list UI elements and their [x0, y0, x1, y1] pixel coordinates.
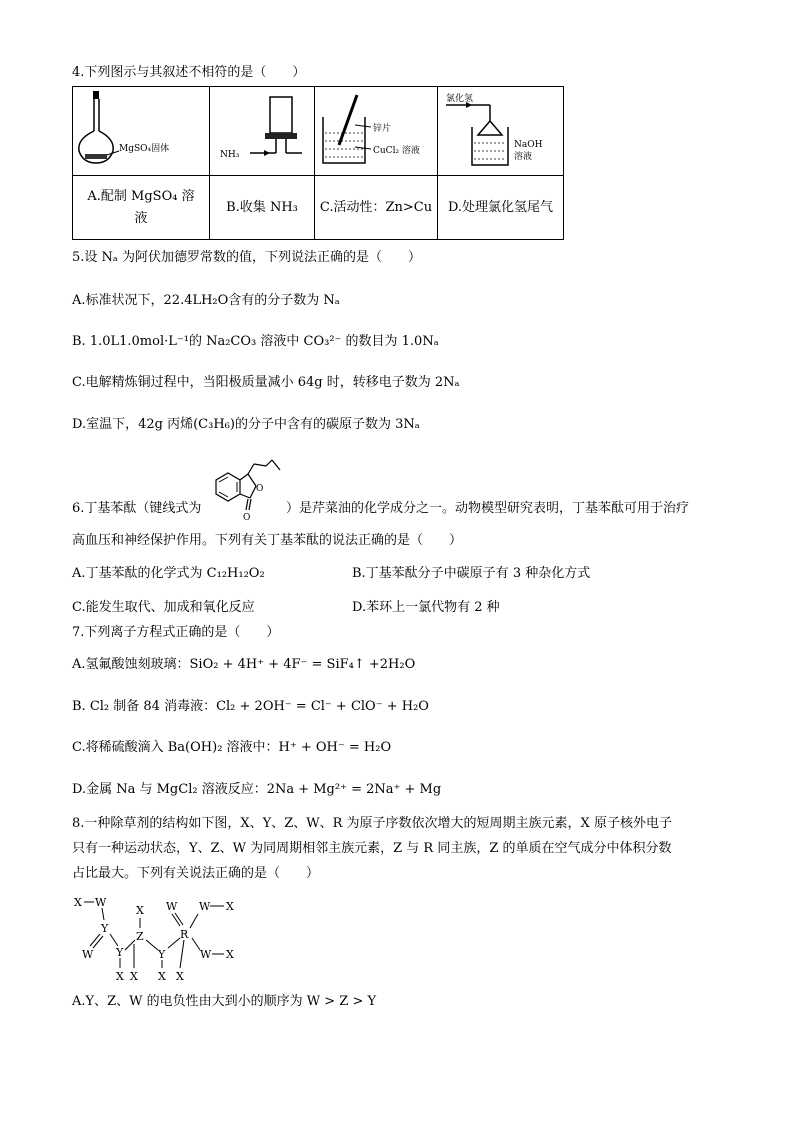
q6-option-c: C.能发生取代、加成和氧化反应	[72, 600, 255, 615]
q6-stem-post: ）是芹菜油的化学成分之一。动物模型研究表明，丁基苯酞可用于治疗	[286, 501, 690, 516]
atom-x-6: X	[226, 900, 234, 913]
atom-x-8: X	[176, 970, 184, 983]
fig-b-label: NH₃	[220, 150, 240, 160]
atom-x-1: X	[74, 896, 82, 909]
atom-x-5: X	[158, 970, 166, 983]
q5-option-c: C.电解精炼铜过程中，当阳极质量减小 64g 时，转移电子数为 2Nₐ	[72, 375, 460, 390]
fig-d-label-top: 氯化氢	[446, 94, 474, 104]
atom-w-1: W	[95, 896, 107, 909]
q6-stem-line2: 高血压和神经保护作用。下列有关丁基苯酞的说法正确的是（ ）	[72, 533, 463, 548]
fig-d-label-sol: 溶液	[514, 152, 533, 162]
q8-stem-line3: 占比最大。下列有关说法正确的是（ ）	[72, 866, 320, 881]
q6-option-b: B.丁基苯酞分子中碳原子有 3 种杂化方式	[352, 566, 591, 581]
caption-a	[73, 176, 210, 240]
fig-a-cell	[73, 87, 210, 176]
atom-z: Z	[136, 930, 144, 943]
volumetric-flask-figure	[73, 87, 209, 171]
carbonyl-oxygen-label: O	[243, 513, 251, 522]
q4-stem: 4.下列图示与其叙述不相符的是（ ）	[72, 65, 306, 80]
caption-c: C.活动性：Zn>Cu	[315, 176, 438, 240]
q6-option-d: D.苯环上一氯代物有 2 种	[352, 600, 500, 615]
q8-stem-line1: 8.一种除草剂的结构如下图，X、Y、Z、W、R 为原子序数依次增大的短周期主族元素，X 原子核外电子	[72, 816, 672, 831]
butylphthalide-structure	[204, 458, 284, 522]
q5-option-b: B. 1.0L1.0mol·L⁻¹的 Na₂CO₃ 溶液中 CO₃²⁻ 的数目为 1.0Nₐ	[72, 334, 439, 349]
fig-c-label-bottom: CuCl₂ 溶液	[373, 146, 420, 156]
q5-option-a: A.标准状况下，22.4LH₂O含有的分子数为 Nₐ	[72, 293, 340, 308]
q7-option-c: C.将稀硫酸滴入 Ba(OH)₂ 溶液中：H⁺ + OH⁻ = H₂O	[72, 740, 392, 755]
atom-w-4: W	[199, 900, 211, 913]
atom-y-3: Y	[158, 948, 166, 961]
q8-option-a: A.Y、Z、W 的电负性由大到小的顺序为 W > Z > Y	[72, 994, 377, 1009]
atom-x-7: X	[226, 948, 234, 961]
caption-b: B.收集 NH₃	[210, 176, 315, 240]
q5-stem: 5.设 Nₐ 为阿伏加德罗常数的值，下列说法正确的是（ ）	[72, 250, 422, 265]
ring-oxygen-label: O	[256, 484, 264, 494]
fig-c-cell	[315, 87, 438, 176]
atom-x-4: X	[130, 970, 138, 983]
atom-y-2: Y	[116, 946, 124, 959]
atom-y-1: Y	[101, 922, 109, 935]
fig-b-cell	[210, 87, 315, 176]
fig-a-label: MgSO₄固体	[119, 144, 170, 154]
q4-figure-table	[72, 86, 564, 240]
gas-absorption-figure	[438, 87, 563, 171]
fig-d-label-naoh: NaOH	[514, 140, 543, 150]
beaker-zinc-figure	[315, 87, 437, 171]
caption-a-line2: 液	[134, 210, 148, 226]
q8-stem-line2: 只有一种运动状态，Y、Z、W 为同周期相邻主族元素，Z 与 R 同主族，Z 的单质在空气成分中体积分数	[72, 841, 672, 856]
herbicide-structure	[72, 892, 262, 984]
q5-option-d: D.室温下，42g 丙烯(C₃H₆)的分子中含有的碳原子数为 3Nₐ	[72, 417, 420, 432]
fig-d-cell	[438, 87, 564, 176]
q7-option-d: D.金属 Na 与 MgCl₂ 溶液反应：2Na + Mg²⁺ = 2Na⁺ + Mg	[72, 782, 442, 797]
q7-stem: 7.下列离子方程式正确的是（ ）	[72, 625, 280, 640]
q6-option-a: A.丁基苯酞的化学式为 C₁₂H₁₂O₂	[72, 566, 265, 581]
atom-x-3: X	[136, 904, 144, 917]
atom-x-2: X	[116, 970, 124, 983]
atom-r: R	[180, 928, 189, 941]
q7-option-a: A.氢氟酸蚀刻玻璃：SiO₂ + 4H⁺ + 4F⁻ = SiF₄↑ +2H₂O	[72, 657, 416, 672]
q6-stem-pre: 6.丁基苯酞（键线式为	[72, 501, 202, 516]
atom-w-5: W	[200, 948, 212, 961]
caption-a-line1: A.配制 MgSO₄ 溶	[87, 188, 195, 204]
gas-collection-figure	[210, 87, 314, 171]
q7-option-b: B. Cl₂ 制备 84 消毒液：Cl₂ + 2OH⁻ = Cl⁻ + ClO⁻ + H₂O	[72, 699, 429, 714]
atom-w-2: W	[82, 948, 94, 961]
fig-c-label-top: 锌片	[373, 124, 392, 134]
atom-w-3: W	[166, 900, 178, 913]
caption-d: D.处理氯化氢尾气	[438, 176, 564, 240]
